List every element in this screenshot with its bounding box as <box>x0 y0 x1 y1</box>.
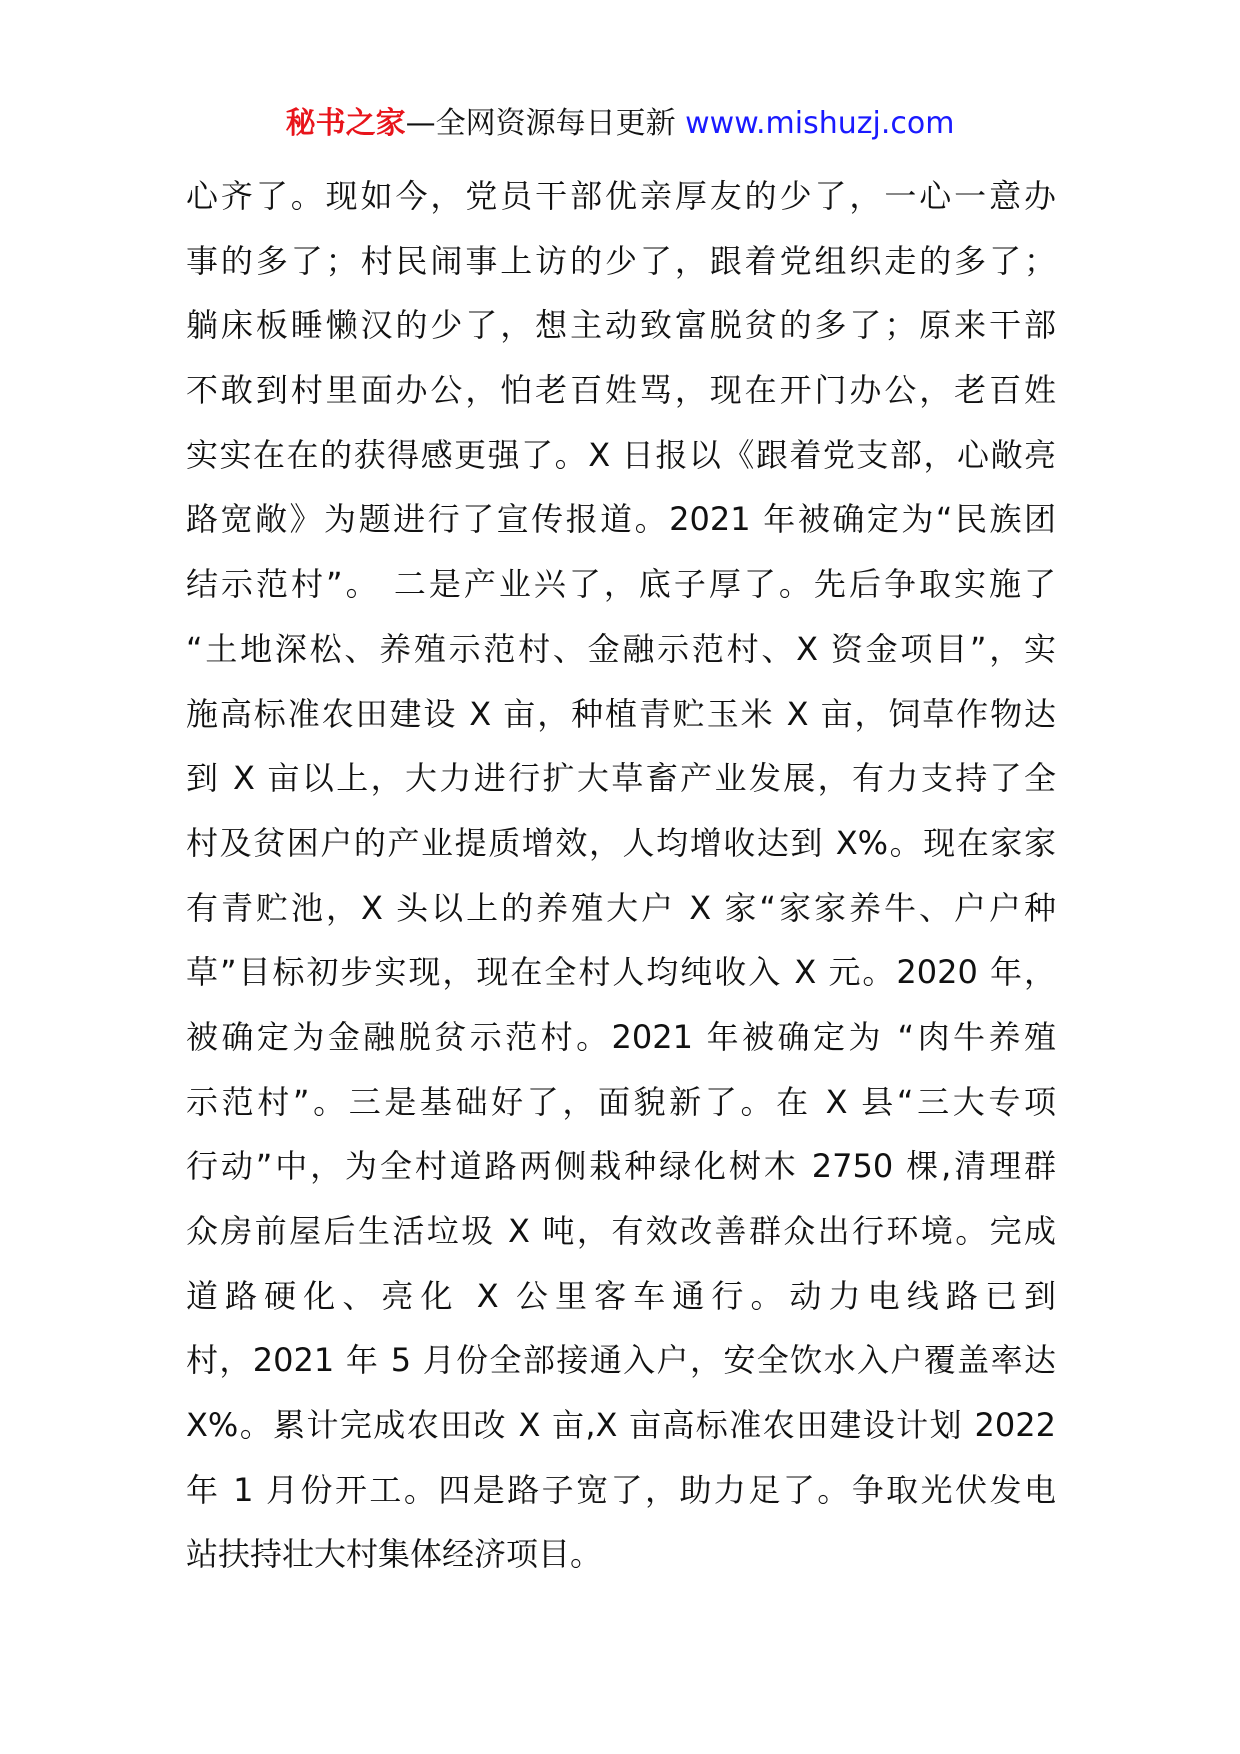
body-line: 行动”中，为全村道路两侧栽种绿化树木 2750 棵,清理群 <box>186 1147 1056 1186</box>
body-line: 村及贫困户的产业提质增效，人均增收达到 X%。现在家家 <box>186 823 1056 862</box>
body-line: X%。累计完成农田改 X 亩,X 亩高标准农田建设计划 2022 <box>186 1406 1056 1445</box>
body-line: 事的多了；村民闹事上访的少了，跟着党组织走的多了； <box>186 241 1056 280</box>
body-line: 村，2021 年 5 月份全部接通入户，安全饮水入户覆盖率达 <box>186 1341 1056 1380</box>
body-line: 路宽敞》为题进行了宣传报道。2021 年被确定为“民族团 <box>186 500 1056 539</box>
body-line: 道路硬化、亮化 X 公里客车通行。动力电线路已到 <box>186 1276 1056 1315</box>
watermark-slogan: —全网资源每日更新 <box>405 106 686 141</box>
body-line: 到 X 亩以上，大力进行扩大草畜产业发展，有力支持了全 <box>186 759 1056 798</box>
body-line: 年 1 月份开工。四是路子宽了，助力足了。争取光伏发电 <box>186 1470 1056 1509</box>
body-line: “土地深松、养殖示范村、金融示范村、X 资金项目”，实 <box>186 629 1056 668</box>
body-line: 躺床板睡懒汉的少了，想主动致富脱贫的多了；原来干部 <box>186 306 1056 345</box>
body-line: 实实在在的获得感更强了。X 日报以《跟着党支部，心敞亮 <box>186 435 1056 474</box>
body-line: 心齐了。现如今，党员干部优亲厚友的少了，一心一意办 <box>186 177 1056 215</box>
watermark-header <box>0 104 1240 144</box>
body-line: 示范村”。三是基础好了，面貌新了。在 X 县“三大专项 <box>186 1082 1056 1121</box>
watermark-brand: 秘书之家 <box>285 106 406 141</box>
body-line: 众房前屋后生活垃圾 X 吨，有效改善群众出行环境。完成 <box>186 1212 1056 1250</box>
body-line: 不敢到村里面办公，怕老百姓骂，现在开门办公，老百姓 <box>186 371 1056 410</box>
body-line: 有青贮池，X 头以上的养殖大户 X 家“家家养牛、户户种 <box>186 888 1056 927</box>
body-line: 结示范村”。 二是产业兴了，底子厚了。先后争取实施了 <box>186 565 1056 604</box>
body-line: 施高标准农田建设 X 亩，种植青贮玉米 X 亩，饲草作物达 <box>186 694 1056 733</box>
document-body <box>186 164 1056 1587</box>
body-line: 站扶持壮大村集体经济项目。 <box>186 1535 603 1574</box>
body-line: 被确定为金融脱贫示范村。2021 年被确定为 “肉牛养殖 <box>186 1017 1056 1056</box>
body-line: 草”目标初步实现，现在全村人均纯收入 X 元。2020 年， <box>186 953 1056 992</box>
watermark-site-link[interactable]: www.mishuzj.com <box>685 106 955 141</box>
